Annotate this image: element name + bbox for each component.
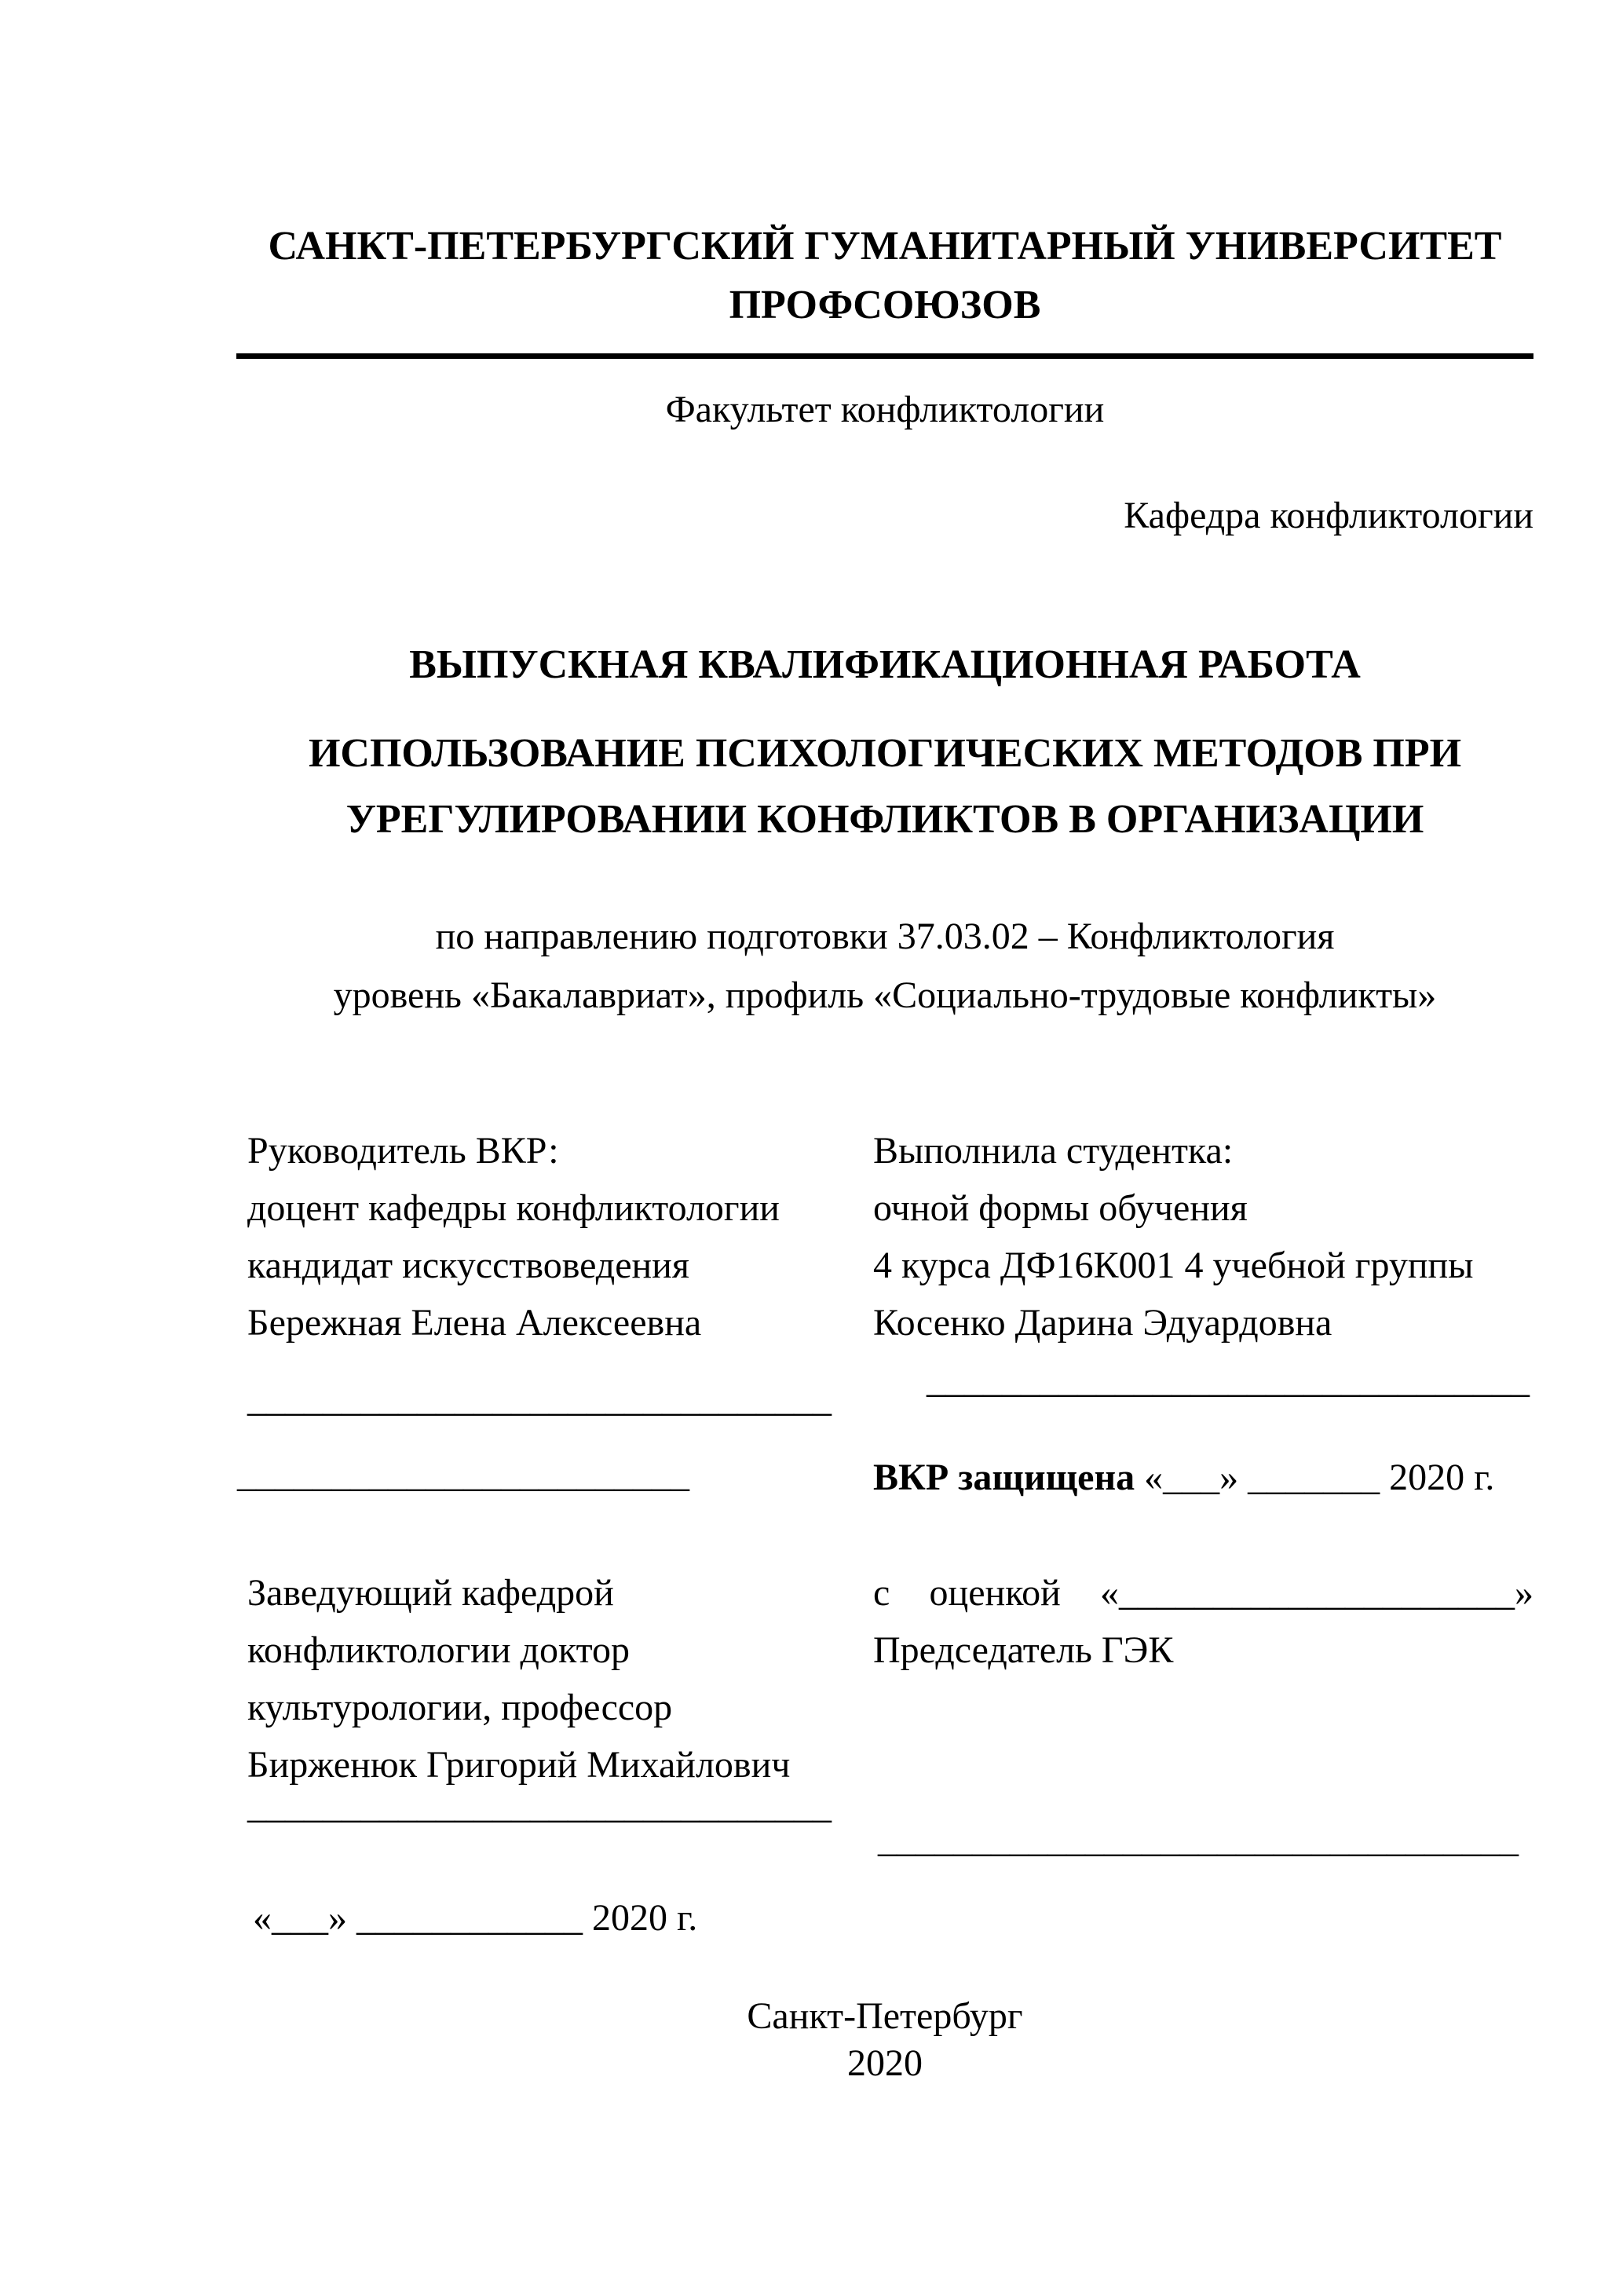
grade-blank: «_____________________» — [1100, 1572, 1533, 1614]
grade-line — [873, 1570, 1533, 1617]
grade-word-s: с — [873, 1572, 890, 1614]
defense-label: ВКР защищена — [873, 1457, 1135, 1498]
university-name-line1: САНКТ-ПЕТЕРБУРГСКИЙ ГУМАНИТАРНЫЙ УНИВЕРСИТЕТ — [268, 224, 1502, 269]
work-type-heading: ВЫПУСКНАЯ КВАЛИФИКАЦИОННАЯ РАБОТА — [409, 642, 1361, 687]
student-group: 4 курса ДФ16К001 4 учебной группы — [873, 1245, 1474, 1286]
head-line3: культурологии, профессор — [247, 1687, 673, 1728]
supervisor-signature-blank-long: _______________________________ — [247, 1378, 832, 1420]
department-name: Кафедра конфликтологии — [1124, 495, 1533, 536]
defense-line — [873, 1454, 1494, 1501]
student-signature-blank: ________________________________ — [927, 1359, 1530, 1401]
supervisor-name: Бережная Елена Алексеевна — [247, 1302, 702, 1344]
footer-year: 2020 — [847, 2042, 923, 2084]
faculty-name: Факультет конфликтологии — [665, 389, 1105, 430]
defense-date-blank: «___» _______ 2020 г. — [1144, 1457, 1495, 1498]
student-study-form: очной формы обучения — [873, 1187, 1248, 1229]
head-name: Бирженюк Григорий Михайлович — [247, 1744, 791, 1786]
gek-chairman-label: Председатель ГЭК — [873, 1629, 1174, 1671]
student-name: Косенко Дарина Эдуардовна — [873, 1302, 1332, 1344]
level-profile-line: уровень «Бакалавриат», профиль «Социально-трудовые конфликты» — [333, 974, 1437, 1016]
program-line: по направлению подготовки 37.03.02 – Конфликтология — [435, 916, 1335, 957]
supervisor-signature-blank-short: ________________________ — [237, 1453, 689, 1495]
head-line1: Заведующий кафедрой — [247, 1572, 614, 1614]
student-label: Выполнила студентка: — [873, 1130, 1234, 1172]
supervisor-degree: кандидат искусствоведения — [247, 1245, 689, 1286]
head-signature-blank: _______________________________ — [247, 1785, 832, 1826]
university-name-line2: ПРОФСОЮЗОВ — [729, 283, 1041, 327]
supervisor-position: доцент кафедры конфликтологии — [247, 1187, 780, 1229]
page-content — [236, 0, 1533, 2296]
header-divider-rule — [236, 353, 1533, 359]
head-line2: конфликтологии доктор — [247, 1629, 630, 1671]
thesis-title-line1: ИСПОЛЬЗОВАНИЕ ПСИХОЛОГИЧЕСКИХ МЕТОДОВ ПРИ — [308, 731, 1462, 776]
footer-city: Санкт-Петербург — [747, 1995, 1023, 2037]
thesis-title-line2: УРЕГУЛИРОВАНИИ КОНФЛИКТОВ В ОРГАНИЗАЦИИ — [345, 797, 1424, 842]
gek-signature-blank: __________________________________ — [878, 1819, 1519, 1860]
supervisor-label: Руководитель ВКР: — [247, 1130, 559, 1172]
head-date-blank: «___» ____________ 2020 г. — [253, 1897, 698, 1939]
grade-word-ocenkoi: оценкой — [929, 1572, 1061, 1614]
